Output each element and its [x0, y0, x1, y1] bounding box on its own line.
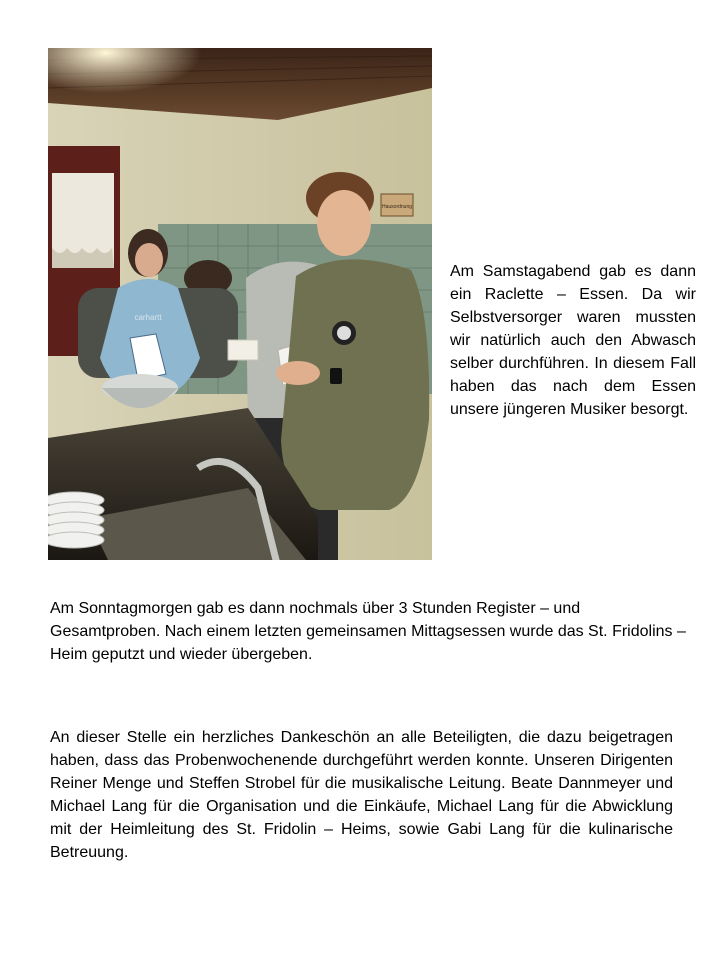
sunday-paragraph: Am Sonntagmorgen gab es dann nochmals über 3 Stunden Register – und Gesamtproben. Nach einem letzten gemeinsamen Mittagsessen wurde das St. Fridolins – Heim geputzt und wieder übergeben. — [50, 600, 686, 663]
sweatshirt-text: carhartt — [134, 313, 162, 322]
photo-caption: Am Samstagabend gab es dann ein Raclette – Essen. Da wir Selbstversorger waren mussten wir natürlich auch den Abwasch selber durchführen. In diesem Fall haben das nach dem Essen unsere jüngeren Musiker besorgt. — [450, 263, 696, 418]
thanks-paragraph: An dieser Stelle ein herzliches Dankeschön an alle Beteiligten, die dazu beigetragen haben, dass das Probenwochenende durchgeführt werden konnte. Unseren Dirigenten Reiner Menge und Steffen Strobel für die musikalische Leitung. Beate Dannmeyer und Michael Lang für die Organisation und die Einkäufe, Michael Lang für die Abwicklung mit der Heimleitung des St. Fridolin – Heims, sowie Gabi Lang für die kulinarische Betreuung. — [50, 729, 673, 861]
notice-sign-text: Hausordnung — [381, 204, 413, 210]
kitchen-dishwashing-photo — [48, 48, 432, 560]
